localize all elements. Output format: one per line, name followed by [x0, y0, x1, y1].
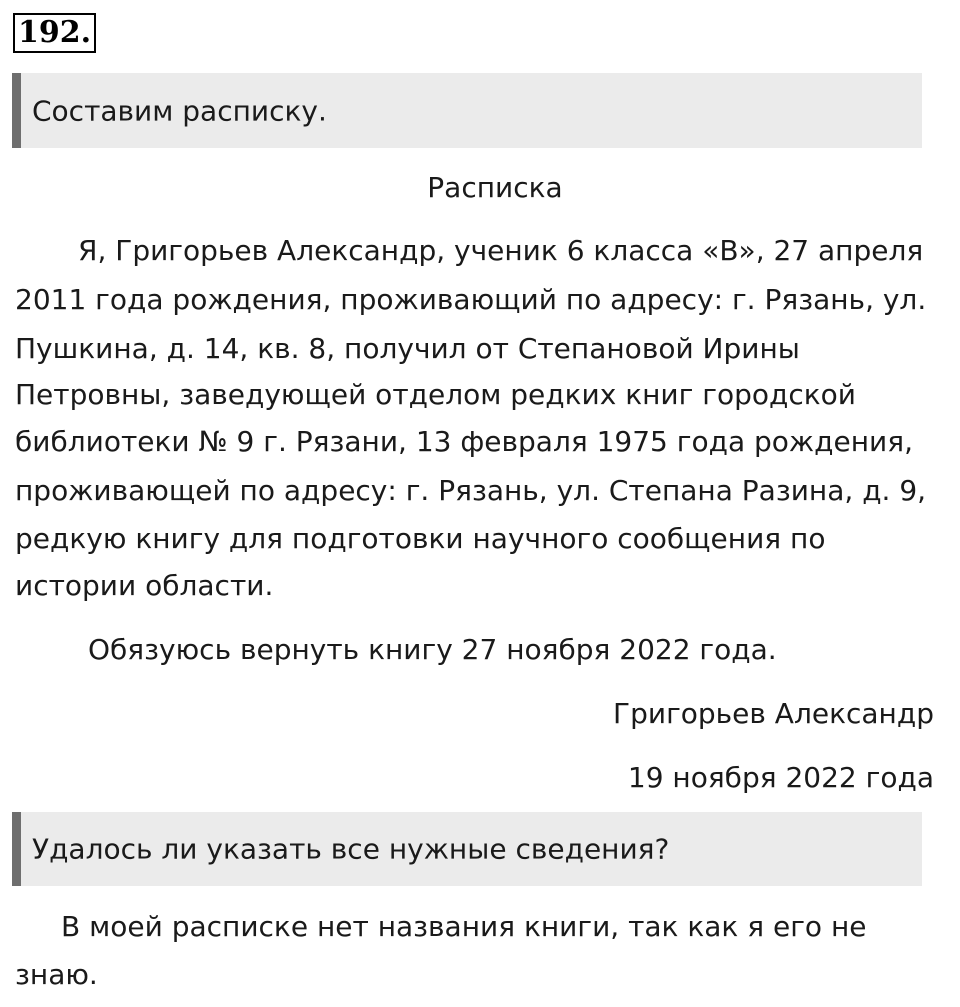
answer-line: В моей расписке нет названия книги, так как я его не [61, 910, 867, 943]
task-number: 192. [13, 13, 96, 53]
receipt-line: проживающей по адресу: г. Рязань, ул. Степана Разина, д. 9, [15, 474, 927, 507]
receipt-signature: Григорьев Александр [613, 697, 934, 730]
receipt-line: 2011 года рождения, проживающий по адресу: г. Рязань, ул. [15, 283, 927, 316]
receipt-line: Петровны, заведующей отделом редких книг городской [15, 378, 856, 411]
question-callout [12, 812, 922, 886]
task-callout [12, 73, 922, 148]
receipt-line: Я, Григорьев Александр, ученик 6 класса «В», 27 апреля [78, 234, 924, 267]
receipt-line: истории области. [15, 569, 274, 602]
receipt-line: библиотеки № 9 г. Рязани, 13 февраля 1975 года рождения, [15, 425, 913, 458]
receipt-line: Пушкина, д. 14, кв. 8, получил от Степановой Ирины [15, 332, 800, 365]
receipt-title: Расписка [427, 171, 563, 204]
receipt-date: 19 ноября 2022 года [627, 761, 934, 794]
answer-line: знаю. [15, 958, 98, 991]
task-callout-text: Составим расписку. [32, 94, 327, 127]
receipt-line: редкую книгу для подготовки научного сообщения по [15, 522, 826, 555]
question-callout-text: Удалось ли указать все нужные сведения? [32, 832, 670, 866]
receipt-obligation: Обязуюсь вернуть книгу 27 ноября 2022 года. [88, 633, 777, 666]
